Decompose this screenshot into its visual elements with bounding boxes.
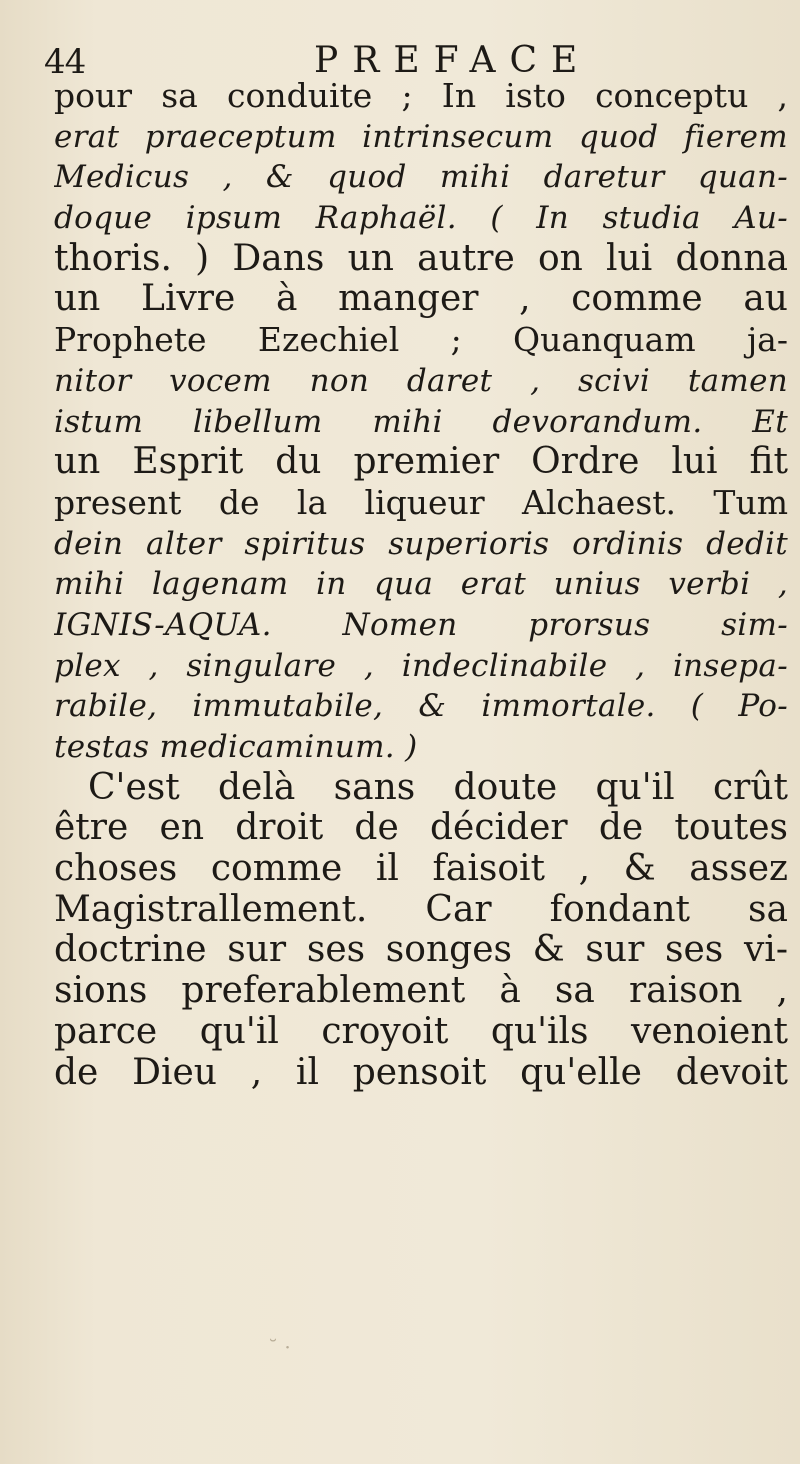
text-line: pour sa conduite ; In isto conceptu , — [54, 76, 788, 115]
text-line: IGNIS-AQUA. Nomen prorsus sim- — [54, 606, 788, 643]
text-line: plex , singulare , indeclinabile , insepa- — [54, 647, 788, 684]
text-line: doque ipsum Raphaël. ( In studia Au- — [54, 200, 788, 237]
text-line: rabile, immutabile, & immortale. ( Po- — [54, 688, 788, 725]
body-text — [54, 76, 788, 1093]
text-line: present de la liqueur Alchaest. Tum — [54, 482, 788, 522]
text-line: sions preferablement à sa raison , — [54, 971, 788, 1012]
text-line: parce qu'il croyoit qu'ils venoient — [54, 1011, 788, 1052]
running-head: PREFACE — [314, 40, 592, 81]
text-line: un Livre à manger , comme au — [54, 279, 788, 320]
text-line: Medicus , & quod mihi daretur quan- — [54, 159, 788, 196]
text-line: nitor vocem non daret , scivi tamen — [54, 362, 788, 399]
text-line: mihi lagenam in qua erat unius verbi , — [54, 566, 788, 603]
text-line: istum libellum mihi devorandum. Et — [54, 403, 788, 440]
page-number: 44 — [44, 42, 86, 82]
text-line: dein alter spiritus superioris ordinis dedit — [54, 525, 788, 562]
text-line: Prophete Ezechiel ; Quanquam ja- — [54, 320, 788, 360]
text-line: un Esprit du premier Ordre lui fit — [54, 442, 788, 483]
ink-smudge: ˘ · — [268, 1335, 291, 1359]
text-line: choses comme il faisoit , & assez — [54, 849, 788, 890]
text-line: thoris. ) Dans un autre on lui donna — [54, 238, 788, 279]
text-line: erat praeceptum intrinsecum quod fierem — [54, 118, 788, 155]
text-line: C'est delà sans doute qu'il crût — [88, 767, 788, 808]
text-line: être en droit de décider de toutes — [54, 808, 788, 849]
text-line: de Dieu , il pensoit qu'elle devoit — [54, 1052, 788, 1093]
text-line: testas medicaminum. ) — [54, 729, 418, 765]
text-line: doctrine sur ses songes & sur ses vi- — [54, 930, 788, 971]
text-line: Magistrallement. Car fondant sa — [54, 889, 788, 930]
